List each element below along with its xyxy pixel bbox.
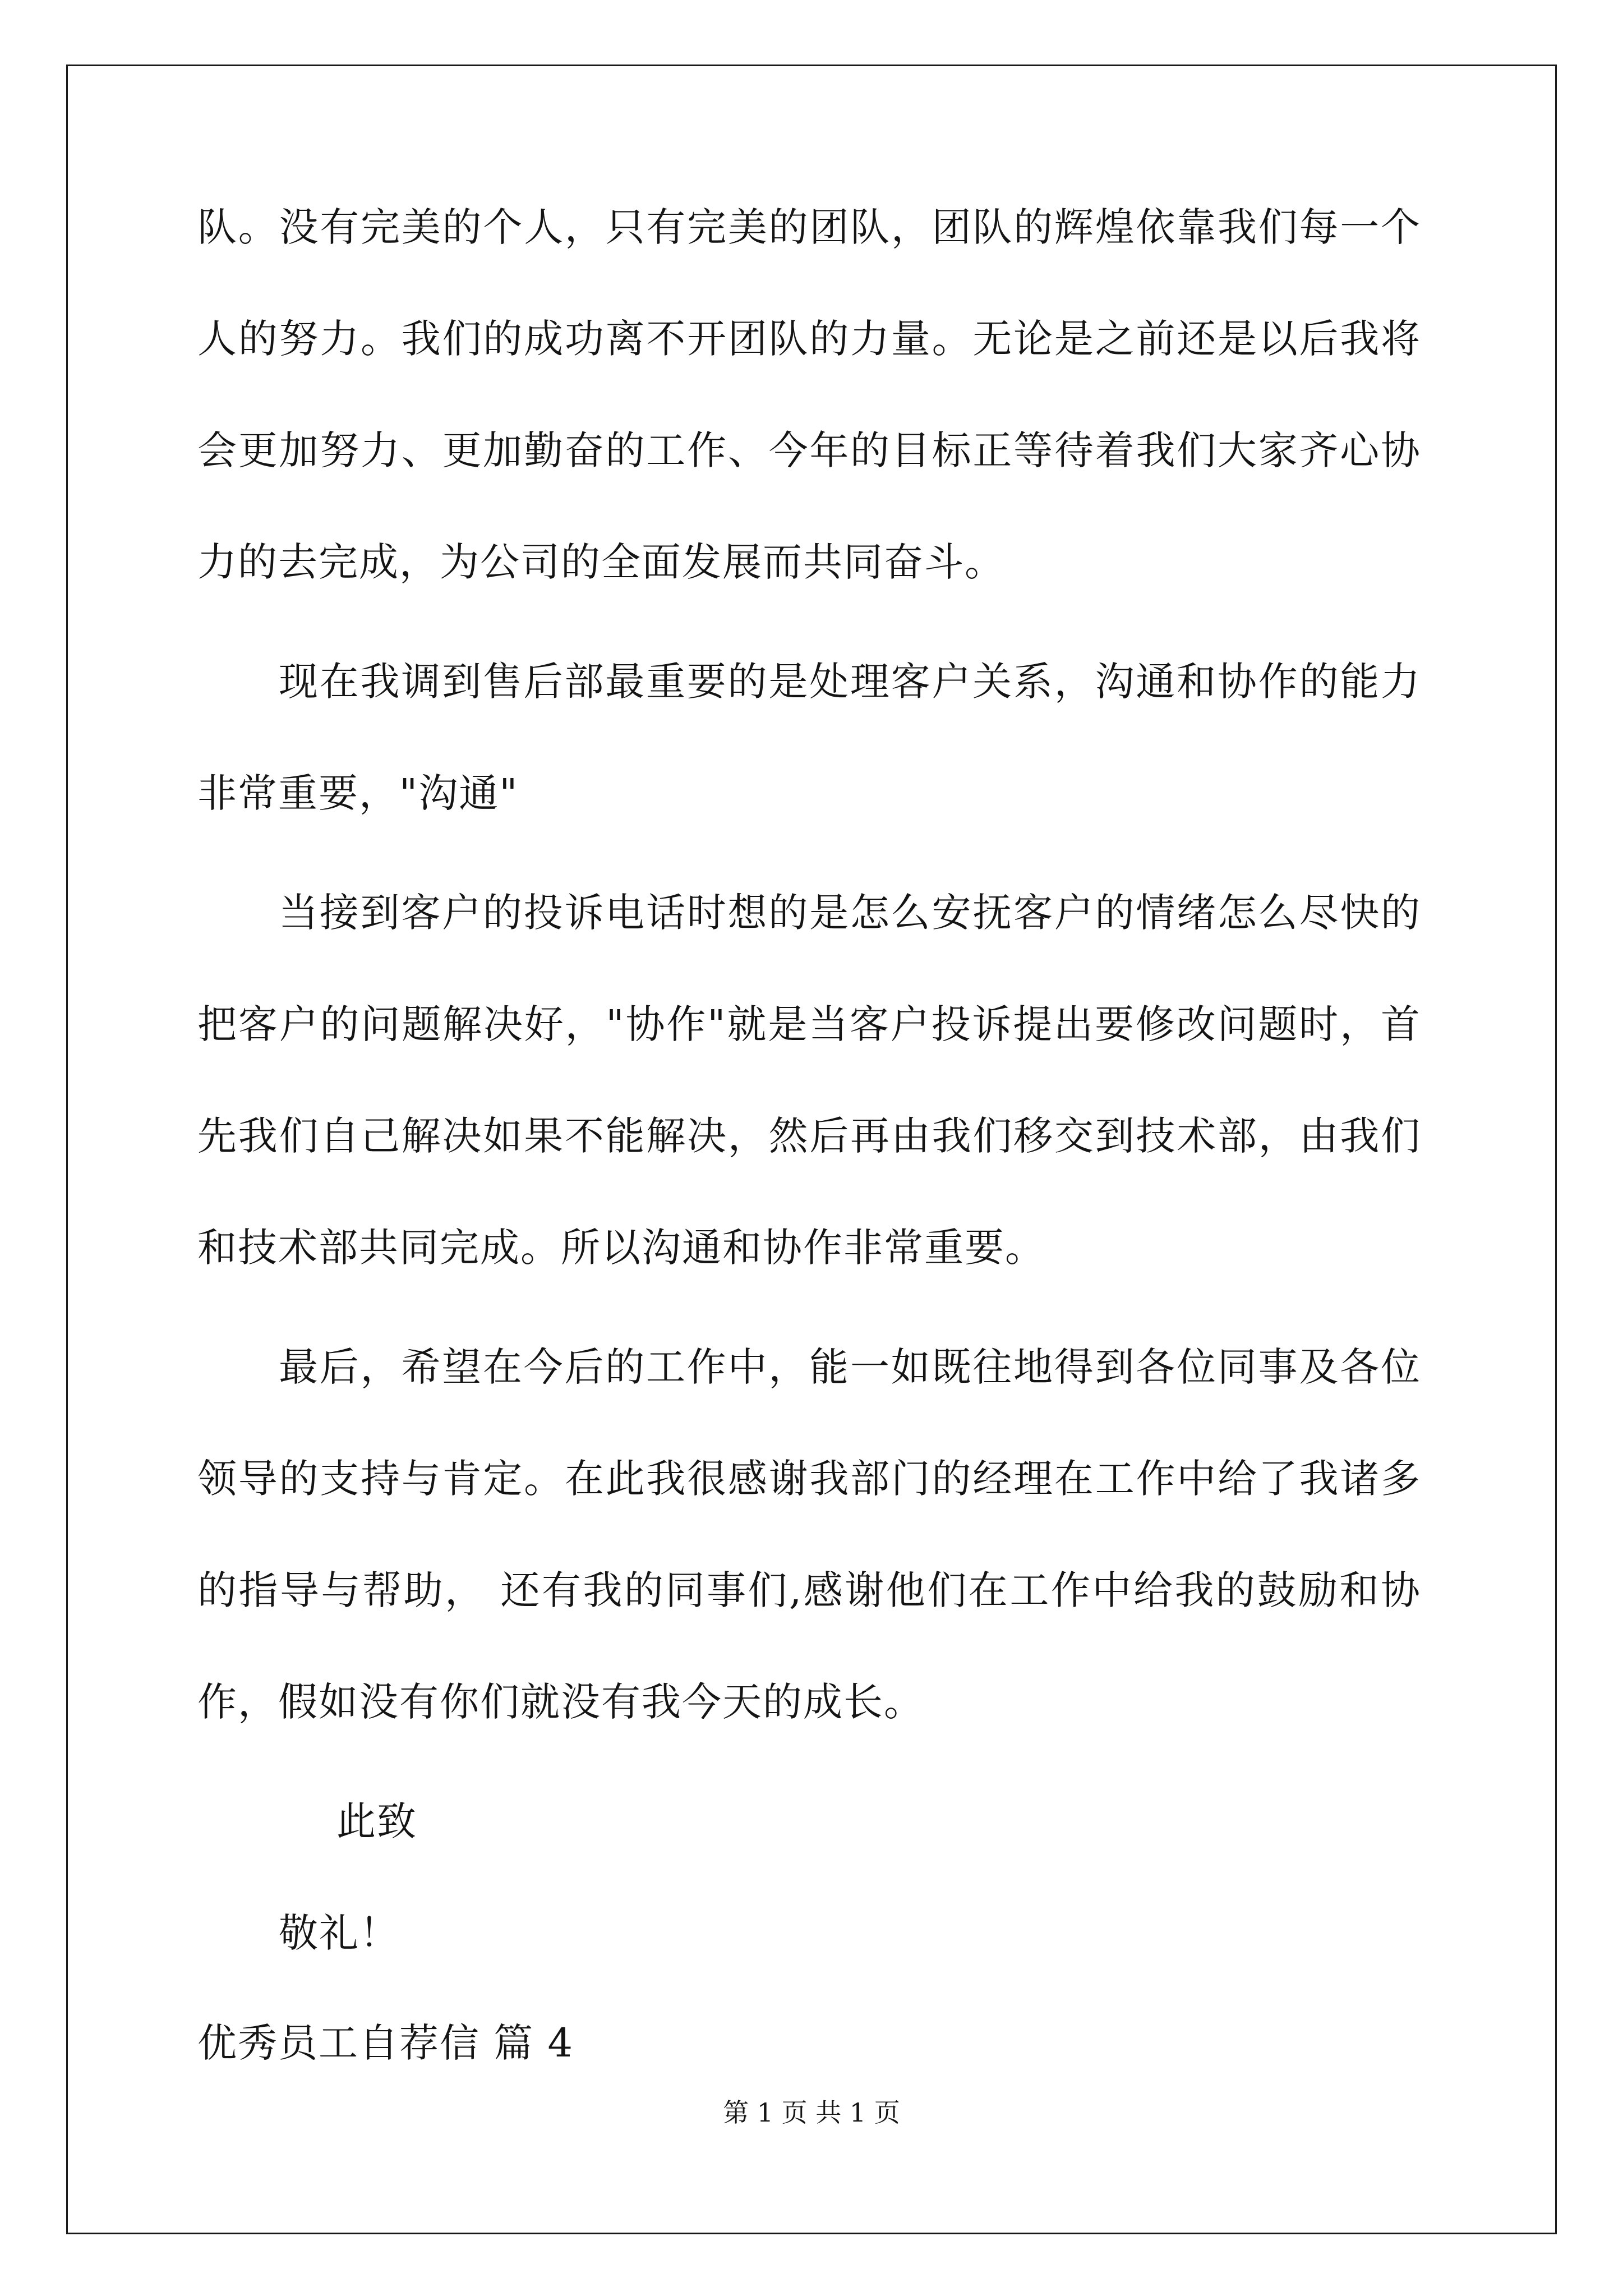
- paragraph-line: 和技术部共同完成。所以沟通和协作非常重要。: [197, 1225, 1045, 1271]
- closing-salutation: 此致: [336, 1798, 417, 1844]
- paragraph-line: 把客户的问题解决好，"协作"就是当客户投诉提出要修改问题时，首: [197, 1001, 1420, 1047]
- paragraph-line: 最后，希望在今后的工作中，能一如既往地得到各位同事及各位: [279, 1344, 1420, 1390]
- paragraph-line: 领导的支持与肯定。在此我很感谢我部门的经理在工作中给了我诸多: [197, 1456, 1420, 1502]
- paragraph-line: 人的努力。我们的成功离不开团队的力量。无论是之前还是以后我将: [197, 316, 1420, 362]
- paragraph-line: 队。没有完美的个人，只有完美的团队，团队的辉煌依靠我们每一个: [197, 204, 1420, 250]
- paragraph-line: 力的去完成，为公司的全面发展而共同奋斗。: [197, 539, 1005, 585]
- paragraph-line: 非常重要，"沟通": [197, 770, 519, 816]
- section-heading: 优秀员工自荐信 篇 4: [197, 2020, 574, 2066]
- paragraph-line: 的指导与帮助， 还有我的同事们,感谢他们在工作中给我的鼓励和协: [197, 1567, 1420, 1613]
- paragraph-line: 当接到客户的投诉电话时想的是怎么安抚客户的情绪怎么尽快的: [279, 890, 1420, 936]
- paragraph-line: 现在我调到售后部最重要的是处理客户关系，沟通和协作的能力: [279, 659, 1420, 705]
- paragraph-line: 会更加努力、更加勤奋的工作、今年的目标正等待着我们大家齐心协: [197, 427, 1420, 473]
- page-number-label: 第 1 页 共 1 页: [723, 2097, 900, 2128]
- page-footer: [0, 2096, 1623, 2129]
- closing-regards: 敬礼！: [279, 1910, 400, 1956]
- paragraph-line: 作，假如没有你们就没有我今天的成长。: [197, 1679, 924, 1725]
- paragraph-line: 先我们自己解决如果不能解决，然后再由我们移交到技术部，由我们: [197, 1113, 1420, 1159]
